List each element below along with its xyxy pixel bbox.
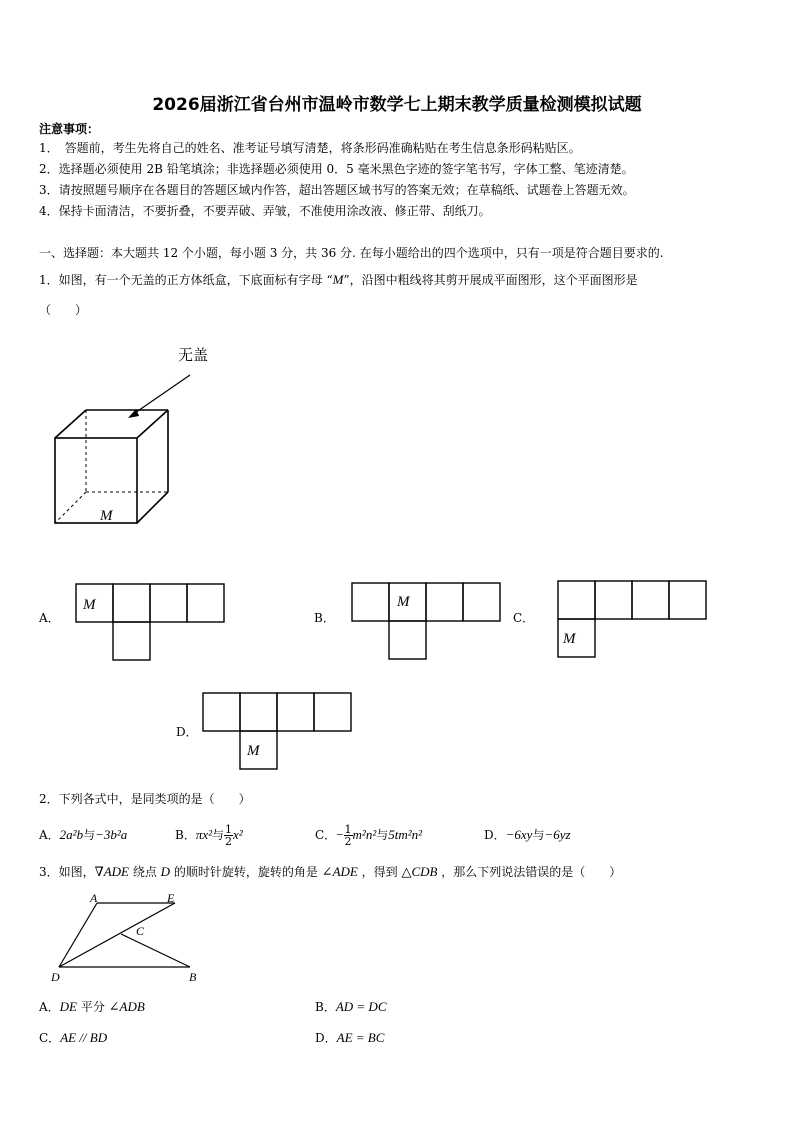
question-2-stem: 2．下列各式中，是同类项的是（ ） [39,792,251,806]
lid-arrow [132,375,190,415]
answer-paren: （ ） [39,303,88,317]
svg-text:B: B [189,970,197,984]
svg-text:M: M [563,631,576,647]
option-a-net [75,583,227,663]
svg-text:M: M [397,594,410,610]
svg-text:E: E [167,891,175,905]
option-c-net [557,580,709,660]
question-1-stem: 1．如图，有一个无盖的正方体纸盒，下底面标有字母 “M”，沿图中粗线将其剪开展成平面图形，这个平面图形是 [39,272,638,287]
option-c-label: C． [513,611,535,625]
open-cube-figure [40,340,240,530]
svg-text:D: D [51,970,60,984]
notice-item-1: 1． 答题前，考生先将自己的姓名、准考证号填写清楚，将条形码准确粘贴在考生信息条形码粘贴区。 [39,141,581,155]
q3-option-c: C．AE // BD [39,1030,108,1045]
q2-option-d: D．−6xy与−6yz [484,827,571,842]
q3-option-d: D．AE = BC [315,1030,385,1045]
section-heading: 一、选择题：本大题共 12 个小题，每小题 3 分，共 36 分. 在每小题给出的四个选项中，只有一项是符合题目要求的. [39,246,664,260]
bottom-face-letter: M [100,508,113,524]
page-title: 2026届浙江省台州市温岭市数学七上期末教学质量检测模拟试题 [152,95,642,115]
question-3-stem: 3．如图，∇ADE 绕点 D 的顺时针旋转，旋转的角是 ∠ADE ，得到 △CDB ，那么下列说法错误的是（ ） [39,864,622,879]
option-a-label: A． [39,611,60,625]
notice-item-3: 3．请按照题号顺序在各题目的答题区域内作答，超出答题区域书写的答案无效；在草稿纸、试题卷上答题无效。 [39,183,635,197]
notice-heading: 注意事项： [39,122,100,136]
svg-text:C: C [136,924,145,938]
option-d-net [202,692,354,772]
q3-option-b: B．AD = DC [315,999,387,1014]
q2-option-a: A．2a²b与−3b²a [39,827,128,842]
option-b-label: B． [314,611,335,625]
svg-text:M: M [83,597,96,613]
rotation-figure [45,888,215,988]
q2-option-b: B．πx²与 $\frac{1}{2}$ x² [175,823,243,848]
svg-text:A: A [90,891,98,905]
q2-option-c: C．− $\frac{1}{2}$ m²n²与5tm²n² [315,823,423,848]
notice-item-4: 4．保持卡面清洁，不要折叠，不要弄破、弄皱，不准使用涂改液、修正带、刮纸刀。 [39,204,491,218]
option-b-net [351,582,503,662]
notice-item-2: 2．选择题必须使用 2B 铅笔填涂；非选择题必须使用 0．5 毫米黑色字迹的签字笔书写，字体工整、笔迹清楚。 [39,162,634,176]
svg-text:M: M [247,743,260,759]
option-d-label: D． [176,725,198,739]
letter-m: M [332,272,344,287]
lid-label: 无盖 [178,346,209,364]
q3-option-a: A．DE 平分 ∠ADB [39,999,145,1014]
